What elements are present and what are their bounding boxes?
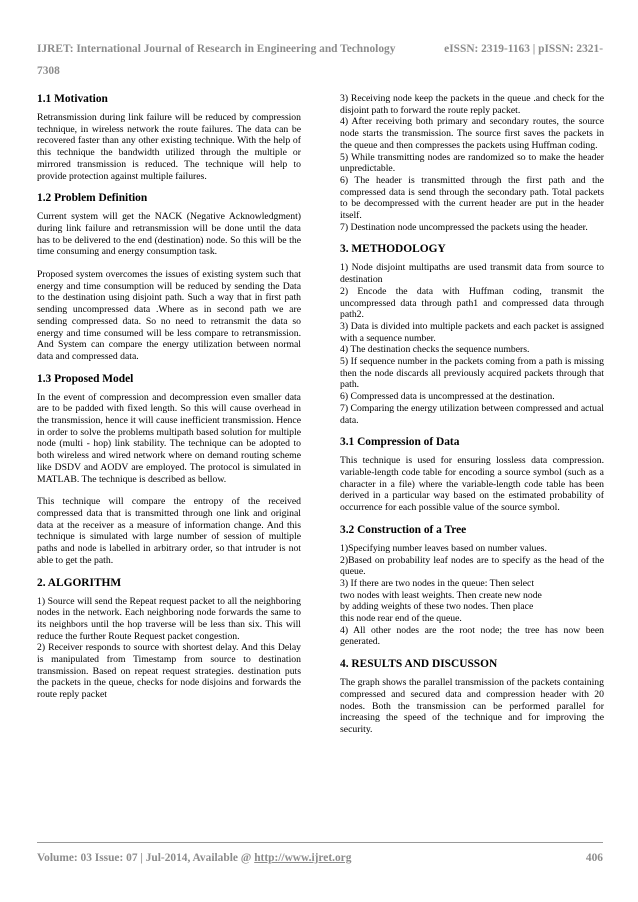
- list-item: 6) The header is transmitted through the first path and the compressed data is send through the secondary path. Total packets to be decompressed with the current header are put in the header itself.: [340, 174, 604, 222]
- section-title: 1.2 Problem Definition: [37, 192, 148, 205]
- list-item: 1)Specifying number leaves based on number values.: [340, 542, 547, 554]
- section-motivation: [37, 93, 301, 182]
- section-compression-of-data: [340, 436, 604, 514]
- list-item: 3) Receiving node keep the packets in the queue .and check for the disjoint path to forward the route reply packet.: [340, 93, 604, 116]
- list-item: 5) While transmitting nodes are randomized so to make the header unpredictable.: [340, 151, 604, 175]
- list-item: 2)Based on probability leaf nodes are to specify as the head of the queue.: [340, 554, 604, 578]
- paragraph: Proposed system overcomes the issues of existing system such that energy and time consumption will be reduced by sending the Data to the destination using disjoint path. Such a way that in first path sending uncompressed data .Where as in second path we are sending compressed data. So no need to retransmit the data so energy and time consumed will be less compare to retransmission. And System can compare the energy utilization between normal data and compressed data.: [37, 269, 301, 362]
- journal-link[interactable]: http://www.ijret.org: [254, 852, 352, 864]
- section-methodology: [340, 243, 604, 426]
- list-item: 4) All other nodes are the root node; the tree has now been generated.: [340, 624, 604, 648]
- section-title: 2. ALGORITHM: [37, 576, 122, 589]
- section-results: [340, 658, 604, 736]
- page-number: 406: [585, 852, 603, 864]
- paragraph: The graph shows the parallel transmission of the packets containing compressed and secured data and compression header with 20 nodes. Both the transmission can be performed parallel for increasing the speed of the technique and for improving the security.: [340, 677, 604, 735]
- list-item: 3) Data is divided into multiple packets and each packet is assigned with a sequence number.: [340, 320, 604, 344]
- section-algorithm: [37, 577, 301, 701]
- list-item: 2) Encode the data with Huffman coding, transmit the uncompressed data through path1 and compressed data through path2.: [340, 285, 604, 321]
- list-item: 2) Receiver responds to source with shortest delay. And this Delay is manipulated from Timestamp from source to destination transmission. Based on repeat request strategies. destination puts the packets in the queue, checks for node disjoins and forwards the route reply packet: [37, 642, 301, 701]
- section-proposed-model: [37, 373, 301, 567]
- list-item: 7) Comparing the energy utilization between compressed and actual data.: [340, 402, 604, 426]
- section-title: 3.1 Compression of Data: [340, 436, 460, 449]
- list-item: 3) If there are two nodes in the queue: Then select: [340, 577, 535, 589]
- list-item: two nodes with least weights. Then create new node: [340, 589, 542, 601]
- right-column: [340, 93, 604, 746]
- paragraph: This technique will compare the entropy of the received compressed data that is transmitted through one link and original data at the receiver as a measure of information change. And this technique is simulated with large number of session of multiple paths and node is labelled in arbitrary order, so that intruder is not able to get the path.: [37, 496, 301, 566]
- paragraph: Retransmission during link failure will be reduced by compression technique, in wireless network the route failures. The data can be recovered faster than any other existing technique. With the help of this technique the bandwidth utilized through the multiple or mirrored transmission is reduced. The technique will help to provide protection against multiple failures.: [37, 112, 301, 182]
- section-problem-definition: [37, 192, 301, 362]
- footer-volume: Volume: 03 Issue: 07 | Jul-2014, Available @: [37, 852, 255, 864]
- paragraph: Current system will get the NACK (Negative Acknowledgment) during link failure and retransmission will be done until the data has to be delivered to the end (destination) node. So this will be the time consuming and energy consumption task.: [37, 211, 301, 258]
- list-item: 1) Node disjoint multipaths are used transmit data from source to destination: [340, 262, 604, 286]
- section-title: 1.3 Proposed Model: [37, 372, 134, 385]
- running-header: [37, 38, 603, 82]
- section-construction-of-tree: [340, 524, 604, 648]
- list-item: 1) Source will send the Repeat request packet to all the neighboring nodes in the network. Each neighboring node forwards the same to its neighbors until the hop traverse will be less than six. This will reduce the further Route Request packet congestion.: [37, 595, 301, 642]
- issn: eISSN: 2319-1163 | pISSN: 2321-: [444, 43, 603, 55]
- list-item: 6) Compressed data is uncompressed at the destination.: [340, 391, 555, 403]
- section-title: 1.1 Motivation: [37, 93, 108, 105]
- section-title: 3. METHODOLOGY: [340, 243, 446, 256]
- running-footer: [37, 852, 603, 864]
- paragraph: This technique is used for ensuring lossless data compression. variable-length code table for encoding a source symbol (such as a character in a file) where the variable-length code table has been derived in a particular way based on the estimated probability of occurrence for each possible value of the source symbol.: [340, 455, 604, 514]
- issn-continued: 7308: [37, 65, 60, 77]
- paragraph: In the event of compression and decompression even smaller data are to be padded with fixed length. So this will cause overhead in the transmission, hence it will cause inefficient transmission. Hence in order to solve the problems multipath based solution for multiple node (multi - hop) link stability. The technique can be adopted to both wireless and wired network where on demand routing scheme like DSDV and AODV are employed. The protocol is simulated in MATLAB. The technique is described as bellow.: [37, 391, 301, 485]
- journal-name: IJRET: International Journal of Research in Engineering and Technology: [37, 43, 396, 55]
- footer-rule: [37, 842, 603, 843]
- section-algorithm-continued: [340, 93, 604, 233]
- list-item: 4) After receiving both primary and secondary routes, the source node starts the transmission. The source first saves the packets in the queue and then compresses the packets using Huffman coding.: [340, 116, 604, 151]
- section-title: 3.2 Construction of a Tree: [340, 523, 467, 536]
- list-item: this node rear end of the queue.: [340, 613, 462, 625]
- left-column: [37, 93, 301, 711]
- list-item: by adding weights of these two nodes. Then place: [340, 601, 534, 613]
- section-title: 4. RESULTS AND DISCUSSON: [340, 658, 498, 671]
- list-item: 7) Destination node uncompressed the packets using the header.: [340, 221, 588, 233]
- list-item: 4) The destination checks the sequence numbers.: [340, 344, 530, 356]
- list-item: 5) If sequence number in the packets coming from a path is missing then the node discards all previously acquired packets through that path.: [340, 356, 604, 391]
